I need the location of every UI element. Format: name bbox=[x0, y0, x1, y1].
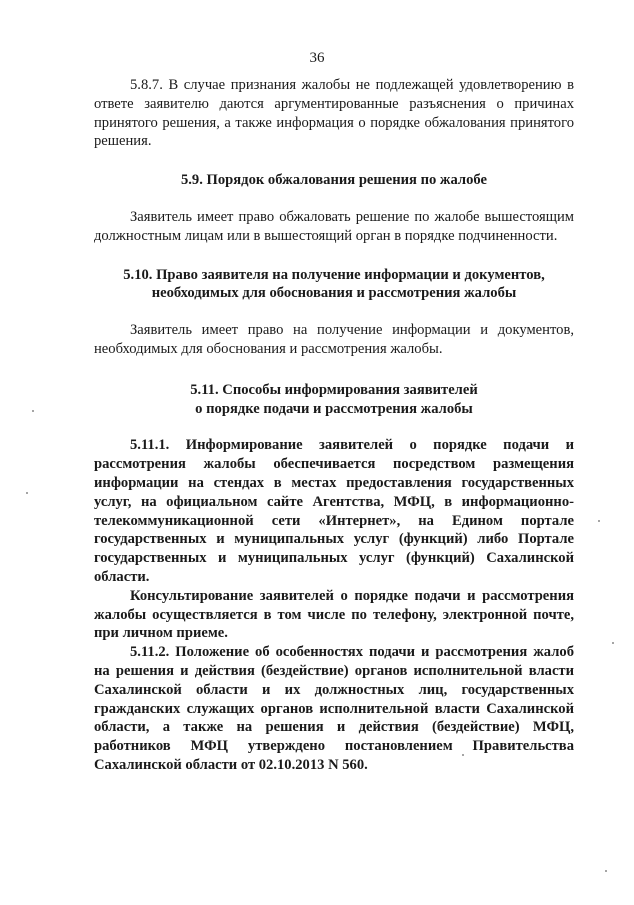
heading-5-9: 5.9. Порядок обжалования решения по жалобе bbox=[180, 172, 487, 189]
page-number: 36 bbox=[309, 50, 325, 66]
paragraph-5-11-2: 5.11.2. Положение об особенностях подачи и рассмотрения жалоб на решения и действия (бездействие) органов исполнительной власти Сахалинской области и их должностных лиц, государственных гражданских служащих органов исполнительной власти Сахалинской области, а также на решения и действия (бездействие) МФЦ, работников МФЦ утверждено постановлением Правительства Сахалинской области от 02.10.2013 N 560. bbox=[94, 644, 574, 773]
paragraph-5-9: Заявитель имеет право обжаловать решение по жалобе вышестоящим должностным лицам или в вышестоящий орган в порядке подчиненности. bbox=[94, 208, 574, 244]
heading-5-10-line1: 5.10. Право заявителя на получение информации и документов, bbox=[123, 266, 545, 283]
paragraph-consultation: Консультирование заявителей о порядке подачи и рассмотрения жалобы осуществляется в том числе по телефону, электронной почте, при личном приеме. bbox=[94, 587, 574, 642]
scan-speck bbox=[605, 870, 607, 872]
scan-speck bbox=[32, 410, 34, 412]
document-body bbox=[94, 76, 574, 775]
heading-5-10 bbox=[94, 266, 574, 304]
paragraph-5-8-7: 5.8.7. В случае признания жалобы не подлежащей удовлетворению в ответе заявителю даются аргументированные разъяснения о причинах принятого решения, а также информация о порядке обжалования принятого решения. bbox=[94, 77, 574, 150]
heading-5-11 bbox=[94, 381, 574, 419]
paragraph-5-11-1: 5.11.1. Информирование заявителей о порядке подачи и рассмотрения жалобы обеспечивается посредством размещения информации на стендах в местах предоставления государственных услуг, на официальном сайте Агентства, МФЦ, в информационно-телекоммуникационной сети «Интернет», на Едином портале государственных и муниципальных услуг (функций) либо Портале государственных и муниципальных услуг (функций) Сахалинской области. bbox=[94, 437, 574, 585]
scan-speck bbox=[26, 492, 28, 494]
paragraph-5-10: Заявитель имеет право на получение информации и документов, необходимых для обоснования и рассмотрения жалобы. bbox=[94, 322, 574, 357]
heading-5-11-line1: 5.11. Способы информирования заявителей bbox=[190, 381, 478, 398]
scan-speck bbox=[462, 754, 464, 756]
scan-speck bbox=[598, 520, 600, 522]
heading-5-10-line2: необходимых для обоснования и рассмотрения жалобы bbox=[151, 285, 517, 302]
heading-5-11-line2: о порядке подачи и рассмотрения жалобы bbox=[195, 400, 473, 417]
scan-speck bbox=[612, 642, 614, 644]
